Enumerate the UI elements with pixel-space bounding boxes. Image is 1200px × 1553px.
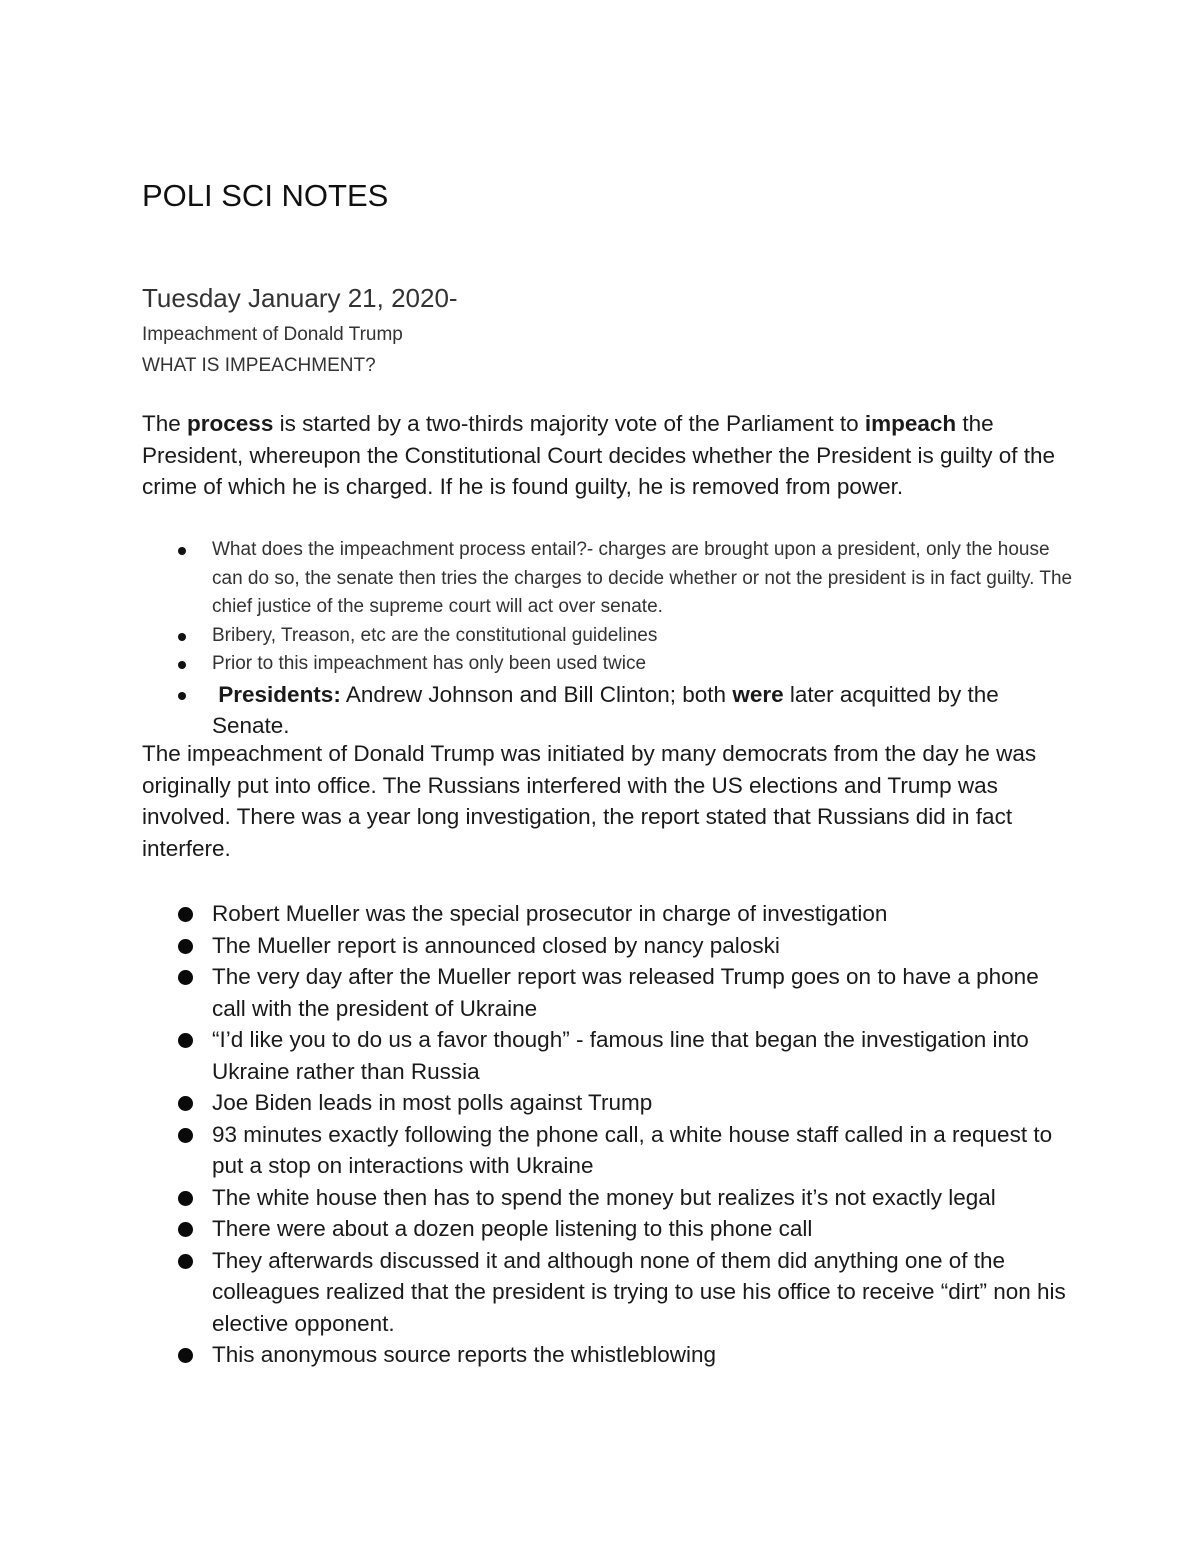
list-item — [142, 1245, 1077, 1340]
bullet-icon — [178, 1222, 193, 1237]
list-item — [142, 1119, 1077, 1182]
date-heading: Tuesday January 21, 2020- — [142, 283, 458, 313]
list-item-text: This anonymous source reports the whistleblowing — [212, 1342, 716, 1367]
bullet-icon — [178, 939, 193, 954]
bullet-icon — [178, 1348, 193, 1363]
presidents-bold-were: were — [732, 681, 784, 707]
presidents-label: Presidents: — [218, 681, 341, 707]
list-item-text: Robert Mueller was the special prosecutor in charge of investigation — [212, 901, 888, 926]
bullet-icon — [178, 633, 186, 641]
list-item — [142, 1339, 1077, 1371]
list-item — [142, 898, 1077, 930]
bullet-icon — [178, 1033, 193, 1048]
list-item-text: What does the impeachment process entail?- charges are brought upon a president, only the house can do so, the senate then tries the charges to decide whether or not the president is in fact guilty. The chief justice of the supreme court will act over senate. — [212, 539, 1073, 617]
list-item — [142, 1087, 1077, 1119]
para1-text-2: is started by a two-thirds majority vote of the Parliament to — [273, 411, 865, 436]
definition-paragraph — [142, 408, 1077, 503]
bullet-icon — [178, 661, 186, 669]
para1-bold-impeach: impeach — [864, 411, 957, 436]
presidents-text-1: Andrew Johnson and Bill Clinton; both — [340, 681, 733, 707]
para1-bold-process: process — [187, 411, 274, 436]
list-item-text: They afterwards discussed it and although none of them did anything one of the colleagues realized that the president is trying to use his office to receive “dirt” non his elective opponent. — [212, 1247, 1066, 1336]
investigation-facts-list — [142, 898, 1077, 1371]
list-item — [142, 930, 1077, 962]
impeachment-facts-list — [142, 536, 1077, 742]
bullet-icon — [178, 907, 193, 922]
list-item-text: Joe Biden leads in most polls against Trump — [212, 1090, 653, 1115]
list-item-text: 93 minutes exactly following the phone call, a white house staff called in a request to put a stop on interactions with Ukraine — [212, 1121, 1053, 1178]
list-item-text: There were about a dozen people listening to this phone call — [212, 1216, 813, 1241]
bullet-icon — [178, 1128, 193, 1143]
document-title: POLI SCI NOTES — [142, 178, 389, 213]
list-item-presidents — [142, 679, 1077, 742]
list-item — [142, 1213, 1077, 1245]
background-paragraph: The impeachment of Donald Trump was initiated by many democrats from the day he was originally put into office. The Russians interfered with the US elections and Trump was involved. There was a year long investigation, the report stated that Russians did in fact interfere. — [142, 741, 1037, 861]
list-item-text: The Mueller report is announced closed by nancy paloski — [212, 932, 780, 958]
para1-text-1: The — [142, 411, 188, 436]
bullet-icon — [178, 1191, 193, 1206]
list-item-text: Bribery, Treason, etc are the constitutional guidelines — [212, 624, 658, 646]
bullet-icon — [178, 1254, 193, 1269]
list-item-text: The white house then has to spend the money but realizes it’s not exactly legal — [212, 1184, 996, 1210]
list-item-text: Prior to this impeachment has only been used twice — [212, 653, 647, 674]
list-item-text — [212, 682, 999, 739]
list-item — [142, 536, 1077, 622]
para1-text-3: the President, whereupon the Constitutional Court decides whether the President is guilty of the crime of which he is charged. If he is found guilty, he is removed from power. — [142, 411, 1056, 499]
list-item-text: The very day after the Mueller report was released Trump goes on to have a phone call with the president of Ukraine — [212, 964, 1039, 1021]
bullet-icon — [178, 547, 186, 555]
bullet-icon — [178, 970, 193, 985]
list-item — [142, 1182, 1077, 1214]
list-item — [142, 961, 1077, 1024]
presidents-text-2: later acquitted by the Senate. — [212, 681, 999, 738]
list-item — [142, 650, 1077, 679]
bullet-icon — [178, 692, 186, 700]
list-item — [142, 622, 1077, 651]
section-question: WHAT IS IMPEACHMENT? — [142, 355, 376, 376]
list-item-text: “I’d like you to do us a favor though” - famous line that began the investigation into Ukraine rather than Russia — [212, 1027, 1029, 1084]
bullet-icon — [178, 1096, 193, 1111]
topic-subtitle: Impeachment of Donald Trump — [142, 324, 403, 345]
list-item — [142, 1024, 1077, 1087]
